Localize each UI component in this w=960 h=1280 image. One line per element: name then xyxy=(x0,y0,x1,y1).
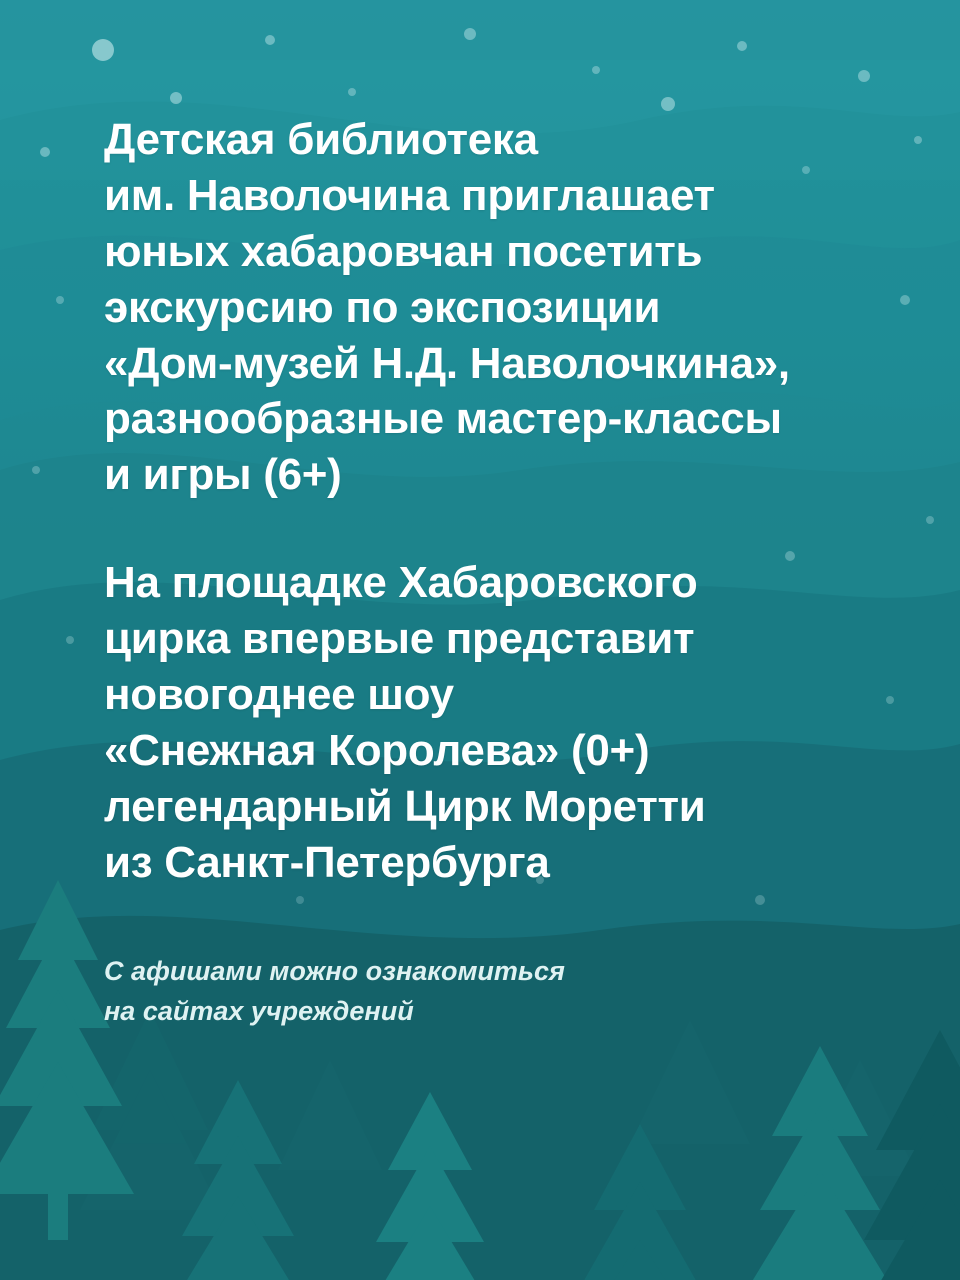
announcement-library xyxy=(104,112,904,503)
announcement-library-line: Детская библиотека xyxy=(104,115,538,164)
announcement-library-line: «Дом-музей Н.Д. Наволочкина», xyxy=(104,338,790,388)
footnote xyxy=(104,952,904,1030)
announcement-circus-line: легендарный Цирк Моретти xyxy=(104,781,706,831)
footnote-line: С афишами можно ознакомиться xyxy=(104,956,565,987)
announcement-library-line: и игры (6+) xyxy=(104,450,342,500)
footnote-line: на сайтах учреждений xyxy=(104,995,414,1026)
announcement-library-line: им. Наволочина приглашает xyxy=(104,170,715,220)
announcement-library-line: юных хабаровчан посетить xyxy=(104,226,703,276)
announcement-library-line: экскурсию по экспозиции xyxy=(104,282,661,332)
announcement-circus-line: На площадке Хабаровского xyxy=(104,558,698,608)
announcement-circus-line: «Снежная Королева» (0+) xyxy=(104,725,650,775)
announcement-circus-line: новогоднее шоу xyxy=(104,669,454,719)
announcement-library-line: разнообразные мастер-классы xyxy=(104,394,782,444)
poster-text-content xyxy=(104,112,904,1031)
announcement-circus-line: цирка впервые представит xyxy=(104,614,695,663)
announcement-circus-line: из Санкт-Петербурга xyxy=(104,837,550,887)
announcement-circus xyxy=(104,555,904,890)
